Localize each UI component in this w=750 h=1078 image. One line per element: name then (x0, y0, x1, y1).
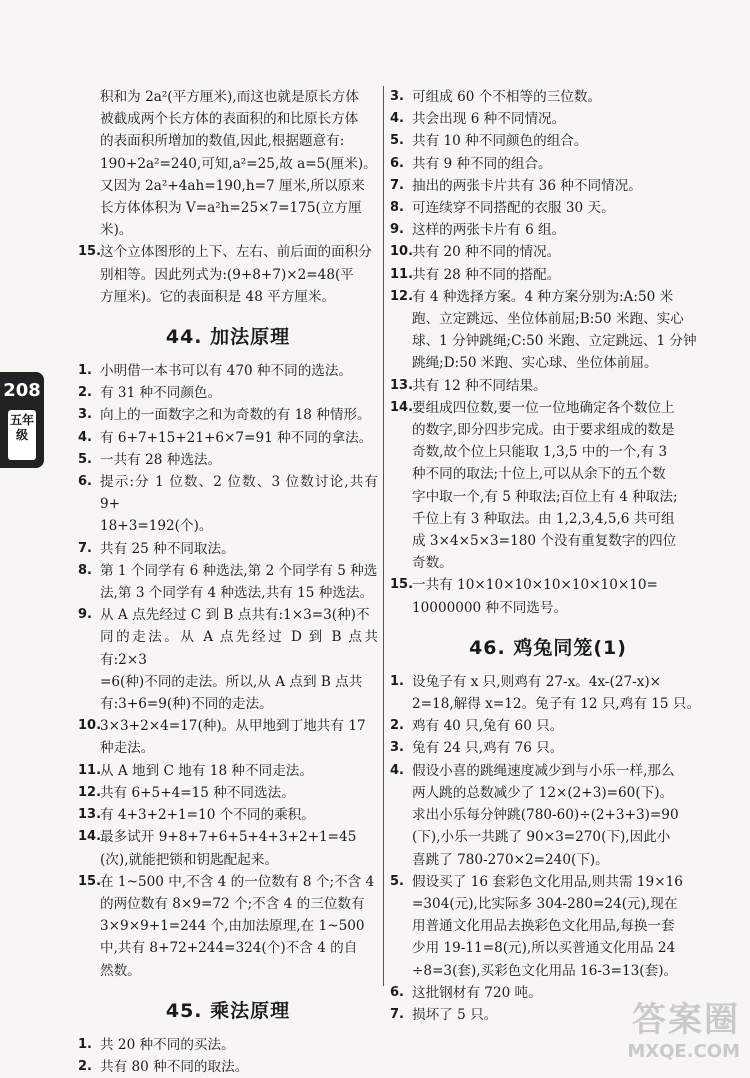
answer-line: 这样的两张卡片有 6 组。 (412, 222, 566, 239)
answer-text (412, 264, 706, 286)
page-number: 208 (3, 380, 41, 401)
answer-line: 这个立体图形的上下、左右、前后面的面积分 (100, 244, 372, 261)
answer-number: 7. (390, 1006, 404, 1022)
answer-line: 千位上有 3 种取法。由 1,2,3,4,5,6 共可组 (412, 510, 675, 527)
answer-item (390, 737, 706, 759)
answer-line: 提示:分 1 位数、2 位数、3 位数讨论,共有 9+ (100, 474, 378, 513)
answer-line: 2=18,解得 x=12。兔子有 12 只,鸡有 15 只。 (412, 696, 701, 713)
answer-line: 损坏了 5 只。 (412, 1006, 498, 1023)
answer-item (78, 449, 378, 471)
answer-text (412, 108, 706, 130)
site-watermark (590, 992, 740, 1062)
answer-line: 假设小喜的跳绳速度减少到与小乐一样,那么 (412, 762, 675, 779)
answer-number: 4. (390, 111, 404, 127)
answer-line: 3×3+2×4=17(种)。从甲地到丁地共有 17 (100, 718, 366, 735)
answer-item (390, 871, 706, 982)
answer-line: 有 6+7+15+21+6×7=91 种不同的拿法。 (100, 429, 373, 446)
answer-item (390, 197, 706, 219)
answer-text (100, 804, 378, 826)
answer-line: 一共有 28 种选法。 (100, 451, 222, 468)
answer-line: 190+2a²=240,可知,a²=25,故 a=5(厘米)。 (100, 155, 377, 172)
answer-number: 9. (78, 607, 92, 623)
answer-text (100, 404, 378, 426)
answer-text (412, 241, 706, 263)
answer-item (78, 404, 378, 426)
answer-text (100, 360, 378, 382)
answer-number: 2. (78, 385, 92, 401)
answer-text (100, 1056, 378, 1078)
answer-number: 6. (390, 984, 404, 1000)
answer-number: 10. (390, 244, 414, 260)
answer-item (390, 175, 706, 197)
answer-text (412, 219, 706, 241)
answer-text (100, 560, 378, 604)
answer-text (100, 471, 378, 538)
answer-number: 5. (390, 133, 404, 149)
section-45-answers-continued (390, 86, 706, 619)
answer-line: 米)。 (100, 222, 133, 239)
answer-item (390, 715, 706, 737)
answer-number: 2. (78, 1058, 92, 1074)
answer-line: 然数。 (100, 962, 141, 979)
section-title-44: 44. 加法原理 (165, 326, 291, 349)
answer-line: 这批钢材有 720 吨。 (412, 984, 542, 1001)
answer-line: 共有 25 种不同取法。 (100, 540, 235, 557)
section-44-answers (78, 360, 378, 982)
answer-item (78, 360, 378, 382)
answer-text (412, 574, 706, 618)
answer-text (412, 397, 706, 575)
answer-line: 同的走法。从 A 点先经过 D 到 B 点共有:2×3 (100, 629, 378, 668)
answer-line: 又因为 2a²+4ah=190,h=7 厘米,所以原来 (100, 177, 365, 194)
answer-item (390, 264, 706, 286)
answer-line: 最多试开 9+8+7+6+5+4+3+2+1=45 (100, 829, 357, 846)
answer-line: 跑、立定跳远、坐位体前屈;B:50 米跑、实心 (412, 311, 684, 328)
answer-number: 4. (78, 429, 92, 445)
answer-line: 长方体体积为 V=a²h=25×7=175(立方厘 (100, 200, 362, 217)
answer-line: 用普通文化用品去换彩色文化用品,每换一套 (412, 918, 675, 935)
answer-text (100, 871, 378, 982)
answer-number: 12. (390, 288, 414, 304)
answer-line: 方厘米)。它的表面积是 48 平方厘米。 (100, 288, 336, 305)
answer-text (100, 715, 378, 759)
answer-item (78, 804, 378, 826)
section-title-45: 45. 乘法原理 (165, 999, 291, 1022)
answer-line: 的表面积所增加的数值,因此,根据题意有: (100, 133, 345, 150)
answer-line: 3×9×9+1=244 个,由加法原理,在 1~500 (100, 918, 365, 935)
page-side-tab (0, 372, 44, 468)
answer-item (390, 375, 706, 397)
answer-line: 要组成四位数,要一位一位地确定各个数位上 (412, 399, 675, 416)
watermark-logo-text: 答案圈 (632, 1000, 740, 1040)
answer-line: 第 1 个同学有 6 种选法,第 2 个同学有 5 种选 (100, 562, 378, 579)
answer-text (100, 604, 378, 715)
answer-line: 被截成两个长方体的表面积的和比原长方体 (100, 111, 359, 128)
answer-number: 3. (390, 740, 404, 756)
answer-item-group (78, 241, 378, 308)
answer-item (390, 574, 706, 618)
answer-line: 共有 10 种不同颜色的组合。 (412, 133, 588, 150)
watermark-url: MXQE.COM (627, 1041, 740, 1062)
answer-line: 共有 9 种不同的组合。 (412, 155, 552, 172)
answer-line: 种走法。 (100, 740, 155, 757)
answer-line: 求出小乐每分钟跳(780-60)÷(2+3+3)=90 (412, 807, 679, 824)
answer-line: 别相等。因此列式为:(9+8+7)×2=48(平 (100, 266, 354, 283)
answer-number: 7. (390, 177, 404, 193)
answer-number: 1. (78, 1036, 92, 1052)
grade-label: 五年级 (8, 410, 36, 460)
answer-line: 抽出的两张卡片共有 36 种不同情况。 (412, 177, 642, 194)
answer-item (78, 871, 378, 982)
answer-number: 10. (78, 718, 102, 734)
answer-text (412, 86, 706, 108)
answer-text (100, 241, 378, 308)
answer-line: 有:3+6=9(种)不同的走法。 (100, 696, 273, 713)
answer-line: 有 4+3+2+1=10 个不同的乘积。 (100, 807, 315, 824)
answer-text (100, 760, 378, 782)
answer-line: (次),就能把锁和钥匙配起来。 (100, 851, 279, 868)
answer-number: 15. (78, 244, 102, 260)
answer-line: 有 31 种不同颜色。 (100, 385, 222, 402)
answer-item (78, 1034, 378, 1056)
answer-number: 14. (78, 829, 102, 845)
answer-line: 共有 28 种不同的搭配。 (412, 266, 561, 283)
answer-item (78, 538, 378, 560)
answer-line: 法,第 3 个同学有 4 种选法,共有 15 种选法。 (100, 585, 374, 602)
answer-number: 2. (390, 718, 404, 734)
answer-item (78, 471, 378, 538)
answer-item (78, 427, 378, 449)
answer-text (412, 130, 706, 152)
answer-line: 18+3=192(个)。 (100, 518, 213, 535)
right-column (390, 86, 706, 1026)
answer-line: (下),小乐一共跳了 90×3=270(下),因此小 (412, 829, 671, 846)
answer-item (390, 286, 706, 375)
answer-number: 7. (78, 540, 92, 556)
answer-number: 11. (78, 762, 102, 778)
answer-item (390, 760, 706, 871)
answer-line: 共有 6+5+4=15 种不同选法。 (100, 784, 295, 801)
answer-number: 9. (390, 222, 404, 238)
answer-number: 3. (390, 89, 404, 104)
answer-line: 共有 20 种不同的情况。 (412, 244, 561, 261)
answer-text (100, 826, 378, 870)
answer-item (78, 560, 378, 604)
answer-line: ÷8=3(套),买彩色文化用品 16-3=13(套)。 (412, 962, 678, 979)
answer-item (78, 382, 378, 404)
answer-item (78, 1056, 378, 1078)
answer-text (412, 715, 706, 737)
answer-number: 3. (78, 407, 92, 423)
answer-line: 共会出现 6 种不同情况。 (412, 111, 566, 128)
answer-line: 跳绳;D:50 米跑、实心球、坐位体前屈。 (412, 355, 658, 372)
answer-text (412, 153, 706, 175)
answer-line: 共有 12 种不同结果。 (412, 377, 547, 394)
answer-item (78, 826, 378, 870)
answer-item (78, 241, 378, 308)
answer-number: 12. (78, 784, 102, 800)
answer-number: 8. (78, 562, 92, 578)
answer-line: 一共有 10×10×10×10×10×10×10= (412, 577, 658, 594)
section-45-answers (78, 1034, 378, 1078)
answer-line: 两人跳的总数减少了 12×(2+3)=60(下)。 (412, 784, 674, 801)
answer-line: 共 20 种不同的买法。 (100, 1036, 235, 1053)
answer-text (100, 382, 378, 404)
answer-number: 15. (78, 873, 102, 889)
answer-item (390, 86, 706, 108)
answer-line: 奇数,故个位上只能取 1,3,5 中的一个,有 3 (412, 444, 668, 461)
answer-number: 6. (390, 155, 404, 171)
answer-item (390, 153, 706, 175)
answer-line: =6(种)不同的走法。所以,从 A 点到 B 点共 (100, 673, 363, 690)
answer-number: 14. (390, 399, 414, 415)
answer-line: 有 4 种选择方案。4 种方案分别为:A:50 米 (412, 288, 674, 305)
answer-number: 5. (78, 451, 92, 467)
answer-line: 成 3×4×5×3=180 个没有重复数字的四位 (412, 533, 677, 550)
answer-line: 中,共有 8+72+244=324(个)不含 4 的自 (100, 940, 358, 957)
answer-text (412, 175, 706, 197)
answer-line: 设兔子有 x 只,则鸡有 27-x。4x-(27-x)× (412, 673, 662, 690)
left-column (78, 86, 378, 1078)
answer-line: 向上的一面数字之和为奇数的有 18 种情形。 (100, 407, 371, 424)
answer-text (412, 671, 706, 715)
answer-item (390, 219, 706, 241)
answer-item (390, 130, 706, 152)
answer-number: 1. (78, 363, 92, 379)
answer-line: 的数字,即分四步完成。由于要求组成的数是 (412, 422, 675, 439)
section-46-answers (390, 671, 706, 1026)
answer-text (100, 1034, 378, 1056)
answer-line: 球、1 分钟跳绳;C:50 米跑、立定跳远、1 分钟 (412, 333, 697, 350)
answer-number: 13. (78, 807, 102, 823)
answer-item (78, 715, 378, 759)
answer-item (78, 760, 378, 782)
answer-item (390, 241, 706, 263)
answer-line: 积和为 2a²(平方厘米),而这也就是原长方体 (100, 89, 359, 105)
answer-line: 可连续穿不同搭配的衣服 30 天。 (412, 200, 615, 217)
answer-number: 8. (390, 200, 404, 216)
answer-item (78, 604, 378, 715)
answer-text (412, 197, 706, 219)
answer-item (390, 671, 706, 715)
answer-line: 小明借一本书可以有 470 种不同的选法。 (100, 363, 353, 380)
answer-text (100, 538, 378, 560)
answer-text (100, 782, 378, 804)
answer-text (100, 427, 378, 449)
answer-number: 4. (390, 762, 404, 778)
answer-line: 10000000 种不同选号。 (412, 599, 568, 616)
answer-line: 鸡有 40 只,兔有 60 只。 (412, 718, 564, 735)
answer-line: =304(元),比实际多 304-280=24(元),现在 (412, 895, 678, 912)
answer-line: 兔有 24 只,鸡有 76 只。 (412, 740, 564, 757)
answer-number: 13. (390, 377, 414, 393)
column-divider (383, 86, 384, 986)
answer-line: 的两位数有 8×9=72 个;不含 4 的三位数有 (100, 895, 365, 912)
answer-text (412, 737, 706, 759)
answer-text (412, 871, 706, 982)
answer-text (412, 375, 706, 397)
answer-line: 喜跳了 780-270×2=240(下)。 (412, 851, 609, 868)
answer-number: 11. (390, 266, 414, 282)
section-title-46: 46. 鸡兔同笼(1) (469, 636, 627, 659)
answer-line: 奇数。 (412, 555, 453, 572)
answer-item (390, 397, 706, 575)
answer-text (412, 760, 706, 871)
answer-number: 15. (390, 577, 414, 593)
answer-line: 在 1~500 中,不含 4 的一位数有 8 个;不含 4 (100, 873, 375, 890)
answer-number: 5. (390, 873, 404, 889)
continued-answer-text (78, 86, 378, 241)
answer-line: 从 A 点先经过 C 到 B 点共有:1×3=3(种)不 (100, 607, 370, 624)
answer-line: 共有 80 种不同的取法。 (100, 1058, 249, 1075)
answer-line: 字中取一个,有 5 种取法;百位上有 4 种取法; (412, 488, 678, 505)
answer-line: 假设买了 16 套彩色文化用品,则共需 19×16 (412, 873, 683, 890)
answer-line: 从 A 地到 C 地有 18 种不同走法。 (100, 762, 313, 779)
answer-text (412, 286, 706, 375)
answer-number: 1. (390, 673, 404, 689)
answer-text (100, 449, 378, 471)
answer-item (390, 108, 706, 130)
answer-line: 种不同的取法;十位上,可以从余下的五个数 (412, 466, 666, 483)
answer-item (78, 782, 378, 804)
answer-number: 6. (78, 474, 92, 490)
answer-line: 可组成 60 个不相等的三位数。 (412, 89, 602, 105)
answer-line: 少用 19-11=8(元),所以买普通文化用品 24 (412, 940, 676, 957)
